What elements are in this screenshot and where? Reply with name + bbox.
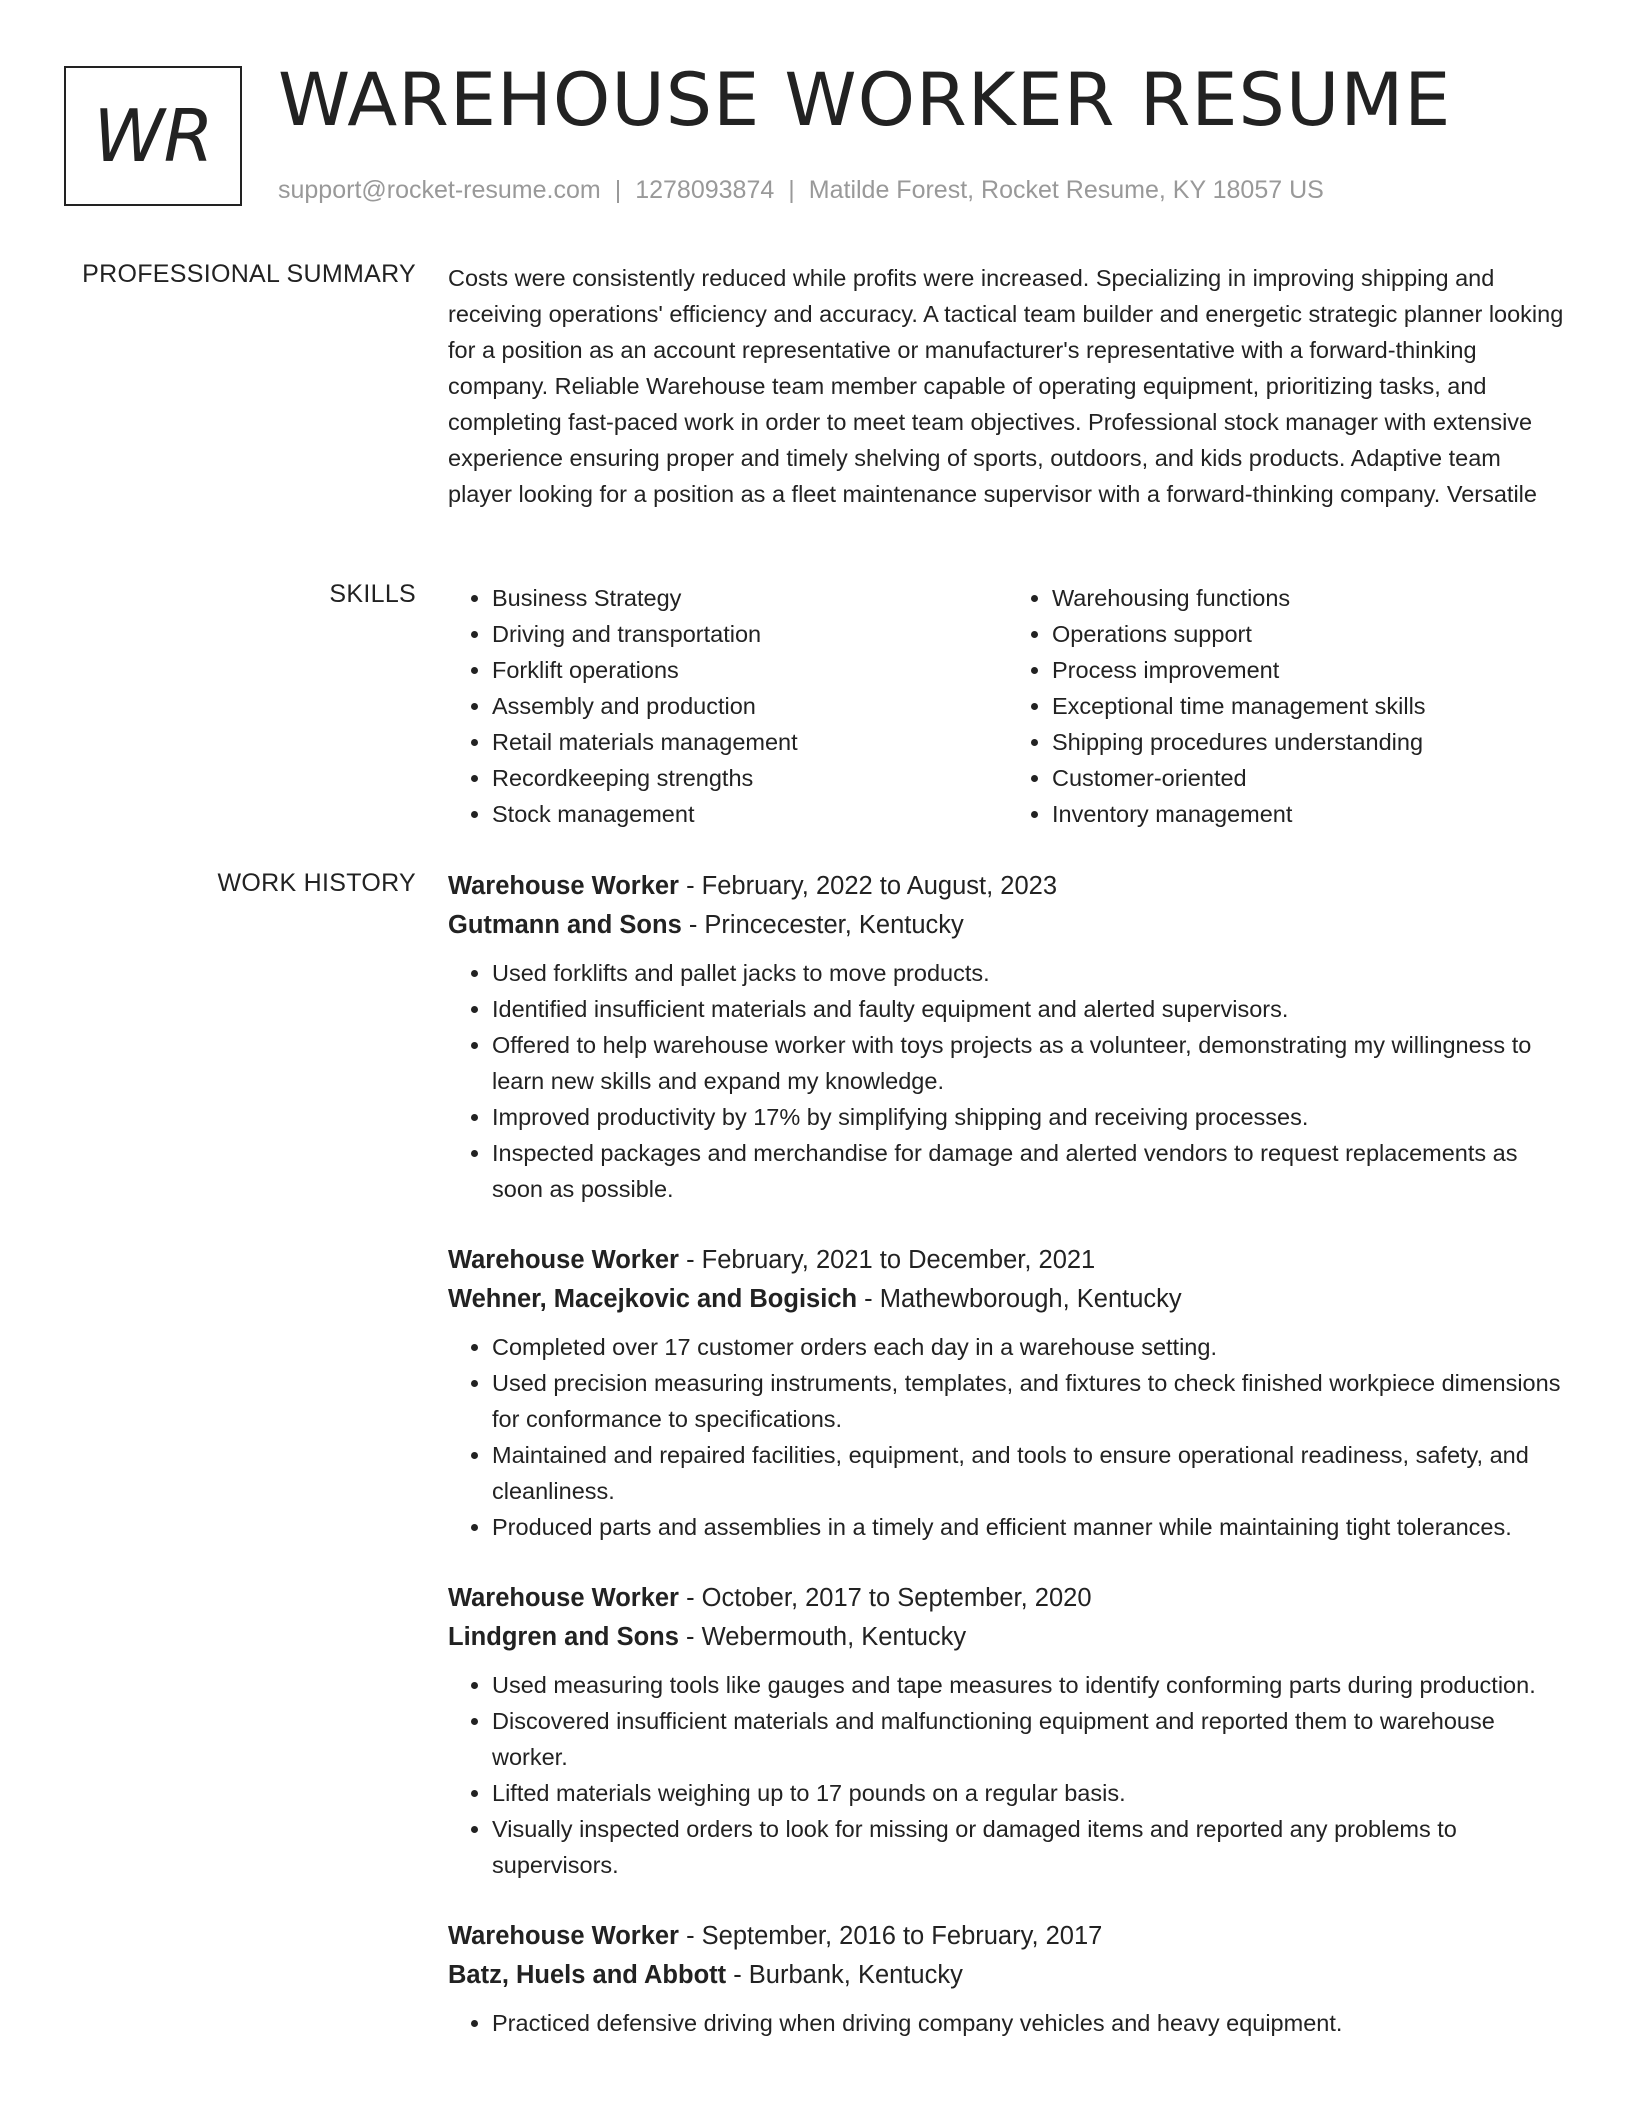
job-company-line [448,1956,1568,1995]
skills-column-right [1008,580,1568,832]
skills-list [448,580,1568,832]
section-label-skills: SKILLS [329,580,416,608]
job-bullet: • Produced parts and assemblies in a timely and efficient manner while maintaining tight tolerances. [492,1509,1568,1545]
skill-item: • Process improvement [1052,652,1568,688]
skill-item: • Warehousing functions [1052,580,1568,616]
contact-separator: | [614,176,622,204]
resume-title: WAREHOUSE WORKER RESUME [278,58,1452,143]
skill-item: • Inventory management [1052,796,1568,832]
job-bullets [448,1667,1568,1883]
job-bullet: • Maintained and repaired facilities, equipment, and tools to ensure operational readiness, safety, and cleanliness. [492,1437,1568,1509]
skill-item: • Forklift operations [492,652,1008,688]
job-bullet: • Lifted materials weighing up to 17 pounds on a regular basis. [492,1775,1568,1811]
skill-item: • Customer-oriented [1052,760,1568,796]
monogram-box [64,66,242,206]
job-title: Warehouse Worker [448,1584,679,1612]
job-dates: - October, 2017 to September, 2020 [678,1584,1092,1612]
skill-item: • Stock management [492,796,1008,832]
contact-separator: | [788,176,795,204]
skill-item: • Business Strategy [492,580,1008,616]
job-title-line [448,1917,1568,1956]
job-title: Warehouse Worker [448,872,679,900]
skill-item: • Exceptional time management skills [1052,688,1568,724]
skill-item: • Retail materials management [492,724,1008,760]
job-dates: - September, 2016 to February, 2017 [678,1922,1103,1950]
job-bullet: • Visually inspected orders to look for missing or damaged items and reported any problems to supervisors. [492,1811,1568,1883]
job-company: Wehner, Macejkovic and Bogisich [448,1285,858,1313]
job-bullets [448,2005,1568,2041]
job-company: Gutmann and Sons [448,911,682,939]
job-bullets [448,1329,1568,1545]
job-bullet: • Used measuring tools like gauges and tape measures to identify conforming parts during production. [492,1667,1568,1703]
contact-address: Matilde Forest, Rocket Resume, KY 18057 US [808,176,1324,204]
contact-line [278,176,1324,205]
job-bullet: • Practiced defensive driving when driving company vehicles and heavy equipment. [492,2005,1568,2041]
job-title: Warehouse Worker [448,1922,679,1950]
job-bullet: • Offered to help warehouse worker with toys projects as a volunteer, demonstrating my willingness to learn new skills and expand my knowledge. [492,1027,1568,1099]
job-title: Warehouse Worker [448,1246,679,1274]
job-entry [448,867,1568,1207]
job-location: - Burbank, Kentucky [726,1961,963,1989]
section-label-summary: PROFESSIONAL SUMMARY [82,260,416,288]
job-bullet: • Used precision measuring instruments, templates, and fixtures to check finished workpiece dimensions for conformance to specifications. [492,1365,1568,1437]
job-bullet: • Identified insufficient materials and faulty equipment and alerted supervisors. [492,991,1568,1027]
skill-item: • Operations support [1052,616,1568,652]
job-bullet: • Inspected packages and merchandise for damage and alerted vendors to request replacements as soon as possible. [492,1135,1568,1207]
job-location: - Webermouth, Kentucky [678,1623,967,1651]
job-title-line [448,1579,1568,1618]
job-bullet: • Discovered insufficient materials and malfunctioning equipment and reported them to warehouse worker. [492,1703,1568,1775]
job-title-line [448,867,1568,906]
job-bullets [448,955,1568,1207]
contact-phone: 1278093874 [635,176,775,204]
job-entry [448,1241,1568,1545]
work-history-content [448,867,1568,2075]
job-entry [448,1579,1568,1883]
job-company-line [448,906,1568,945]
job-company-line [448,1618,1568,1657]
job-bullet: • Improved productivity by 17% by simplifying shipping and receiving processes. [492,1099,1568,1135]
job-bullet: • Used forklifts and pallet jacks to move products. [492,955,1568,991]
job-dates: - February, 2022 to August, 2023 [678,872,1058,900]
skill-item: • Shipping procedures understanding [1052,724,1568,760]
job-dates: - February, 2021 to December, 2021 [678,1246,1096,1274]
job-company: Lindgren and Sons [448,1623,679,1651]
skill-item: • Recordkeeping strengths [492,760,1008,796]
skill-item: • Assembly and production [492,688,1008,724]
summary-content [448,260,1568,512]
skills-column-left [448,580,1008,832]
job-company-line [448,1280,1568,1319]
monogram-initials: WR [93,94,213,178]
skill-item: • Driving and transportation [492,616,1008,652]
contact-email: support@rocket-resume.com [278,176,601,204]
job-bullet: • Completed over 17 customer orders each day in a warehouse setting. [492,1329,1568,1365]
job-title-line [448,1241,1568,1280]
job-location: - Mathewborough, Kentucky [857,1285,1182,1313]
job-entry [448,1917,1568,2041]
section-label-work-history: WORK HISTORY [217,869,416,897]
summary-text: Costs were consistently reduced while profits were increased. Specializing in improving shipping and receiving operations' efficiency and accuracy. A tactical team builder and energetic strategic planner looking for a position as an account representative or manufacturer's representative with a forward-thinking company. Reliable Warehouse team member capable of operating equipment, prioritizing tasks, and completing fast-paced work in order to meet team objectives. Professional stock manager with extensive experience ensuring proper and timely shelving of sports, outdoors, and kids products. Adaptive team player looking for a position as a fleet maintenance supervisor with a forward-thinking company. Versatile [448,265,1564,507]
job-company: Batz, Huels and Abbott [448,1961,727,1989]
job-location: - Princecester, Kentucky [681,911,964,939]
